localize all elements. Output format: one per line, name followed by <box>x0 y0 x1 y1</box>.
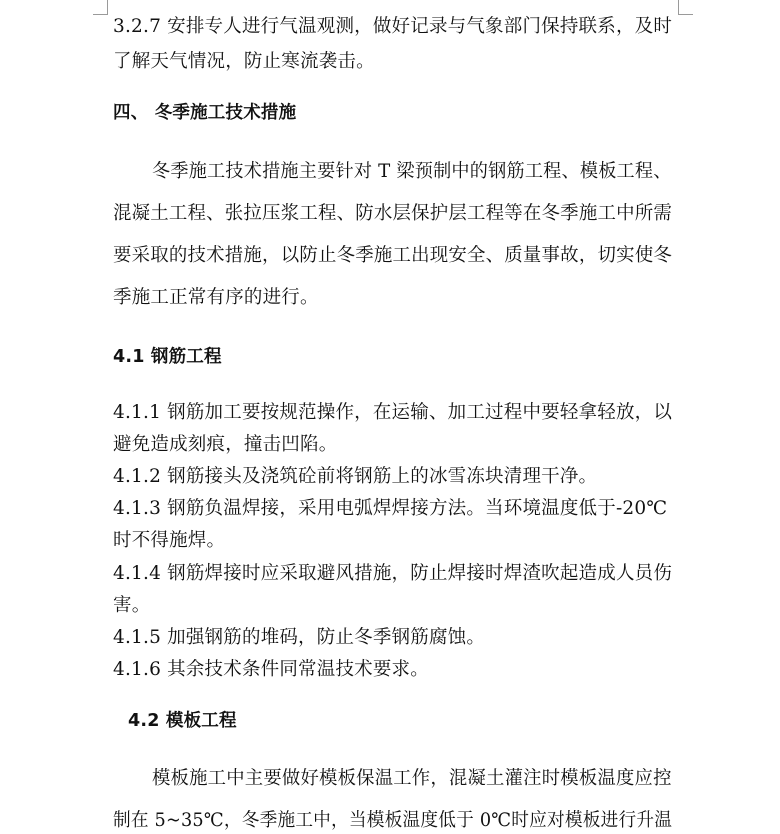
item-3-2-7-line-2: 了解天气情况，防止寒流袭击。 <box>113 51 375 72</box>
item-4-1-1-line-2: 避免造成刻痕，撞击凹陷。 <box>113 434 338 455</box>
paragraph-1-line-4: 季施工正常有序的进行。 <box>113 287 319 308</box>
item-4-1-1-line-1: 4.1.1 钢筋加工要按规范操作，在运输、加工过程中要轻拿轻放，以 <box>113 402 673 423</box>
subsection-heading-4-1: 4.1 钢筋工程 <box>113 347 222 367</box>
item-4-1-3-line-1: 4.1.3 钢筋负温焊接，采用电弧焊焊接方法。当环境温度低于-20℃ <box>113 498 668 519</box>
crop-mark-top-right <box>678 0 693 15</box>
item-4-1-3-line-2: 时不得施焊。 <box>113 530 226 551</box>
paragraph-2-line-2: 制在 5~35℃，冬季施工中，当模板温度低于 0℃时应对模板进行升温 <box>113 810 673 831</box>
paragraph-1-line-2: 混凝土工程、张拉压浆工程、防水层保护层工程等在冬季施工中所需 <box>113 203 672 224</box>
section-heading-4: 四、 冬季施工技术措施 <box>113 103 297 123</box>
crop-mark-top-left <box>93 0 108 15</box>
item-4-1-2: 4.1.2 钢筋接头及浇筑砼前将钢筋上的冰雪冻块清理干净。 <box>113 466 598 487</box>
paragraph-1-line-1: 冬季施工技术措施主要针对 T 梁预制中的钢筋工程、模板工程、 <box>152 161 672 182</box>
item-4-1-6: 4.1.6 其余技术条件同常温技术要求。 <box>113 659 429 680</box>
item-4-1-5: 4.1.5 加强钢筋的堆码，防止冬季钢筋腐蚀。 <box>113 627 486 648</box>
paragraph-1-line-3: 要采取的技术措施，以防止冬季施工出现安全、质量事故，切实使冬 <box>113 245 672 266</box>
item-4-1-4-line-2: 害。 <box>113 595 151 616</box>
item-3-2-7-line-1: 3.2.7 安排专人进行气温观测，做好记录与气象部门保持联系，及时 <box>113 16 673 37</box>
subsection-heading-4-2: 4.2 模板工程 <box>128 711 237 731</box>
item-4-1-4-line-1: 4.1.4 钢筋焊接时应采取避风措施，防止焊接时焊渣吹起造成人员伤 <box>113 563 673 584</box>
paragraph-2-line-1: 模板施工中主要做好模板保温工作，混凝土灌注时模板温度应控 <box>152 768 672 789</box>
